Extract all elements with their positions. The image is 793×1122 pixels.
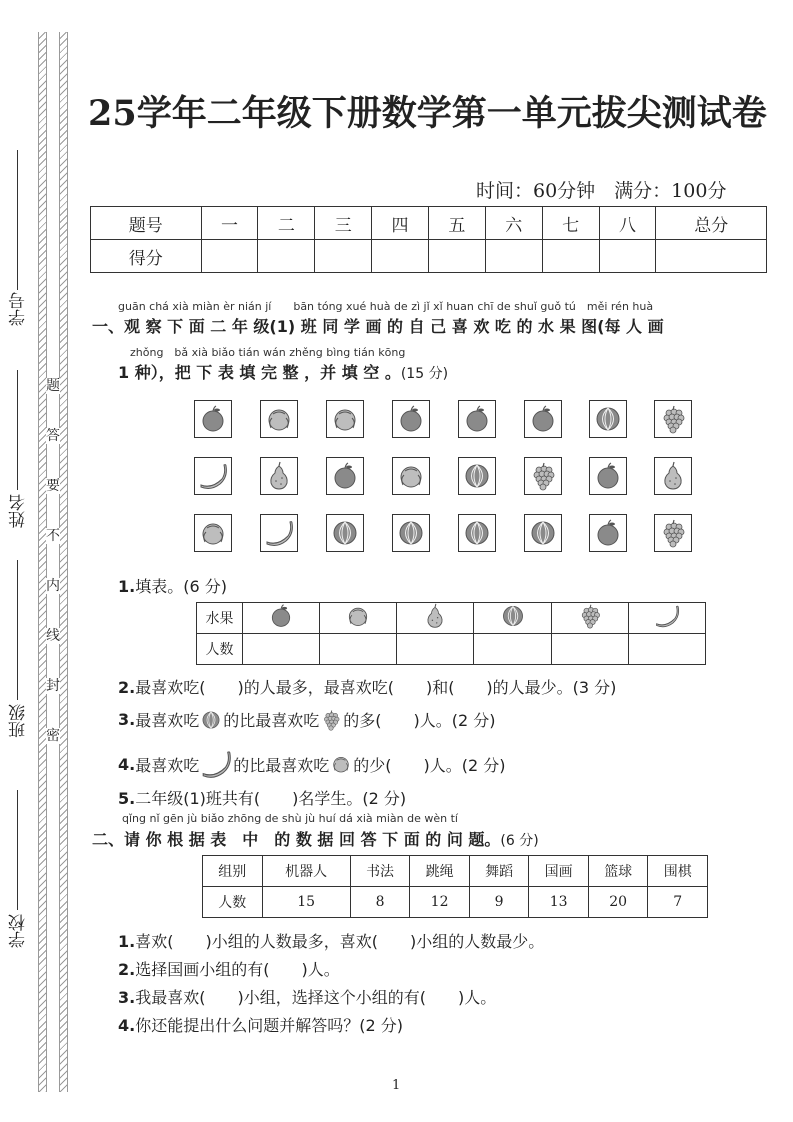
- fruit-grid-cell: [589, 514, 627, 552]
- page-title: 25学年二年级下册数学第一单元拔尖测试卷: [88, 93, 767, 134]
- q4-number: 4.: [118, 754, 136, 774]
- section1-pinyin-2: zhǒng bǎ xià biǎo tián wán zhěng bìng tián kōng: [130, 346, 406, 359]
- watermelon-icon: [200, 709, 222, 731]
- section2-pinyin: qǐng nǐ gēn jù biǎo zhōng de shù jù huí dá xià miàn de wèn tí: [122, 812, 458, 825]
- banana-icon: [198, 461, 228, 491]
- seal-char: 线: [46, 628, 60, 644]
- score-header-cell: 题号: [91, 207, 202, 240]
- pear-icon: [264, 461, 294, 491]
- seal-char: 密: [46, 728, 60, 744]
- score-header-cell: 总分: [656, 207, 767, 240]
- score-cell[interactable]: [315, 240, 372, 273]
- fruit-grid-cell: [458, 457, 496, 495]
- fruit-grid-cell: [326, 400, 364, 438]
- grape-icon: [577, 603, 603, 629]
- fruit-grid-cell: [654, 514, 692, 552]
- section1-heading-1: 一、观 察 下 面 二 年 级(1) 班 同 学 画 的 自 己 喜 欢 吃 的 水 果 图(每 人 画: [92, 317, 664, 336]
- fruit-grid-cell: [589, 400, 627, 438]
- q2-number: 2.: [118, 678, 136, 697]
- q3-text-b: 的比最喜欢吃: [223, 711, 320, 730]
- score-cell[interactable]: [599, 240, 656, 273]
- fruit-grid-cell: [458, 514, 496, 552]
- score-row: [91, 240, 767, 273]
- q5-text: 二年级(1)班共有( )名学生。(2 分): [135, 789, 407, 808]
- fruit-grid-cell: [326, 457, 364, 495]
- score-header-cell: 六: [485, 207, 542, 240]
- s2-q1-text: 喜欢( )小组的人数最多，喜欢( )小组的人数最少。: [135, 932, 545, 951]
- q4-text-c: 的少( )人。(2 分): [353, 755, 506, 775]
- score-header-cell: 五: [428, 207, 485, 240]
- peach-icon: [345, 603, 371, 629]
- peach-icon: [198, 518, 228, 548]
- s2-q3-text: 我最喜欢( )小组，选择这个小组的有( )人。: [135, 988, 497, 1007]
- fruit-header-cell: [474, 603, 551, 634]
- club-count-cell: 13: [529, 887, 589, 918]
- club-header-cell: 组别: [203, 856, 263, 887]
- score-cell[interactable]: [258, 240, 315, 273]
- club-row-label: 人数: [203, 887, 263, 918]
- fruit-row: [197, 603, 706, 634]
- pear-icon: [422, 603, 448, 629]
- name-line[interactable]: [17, 370, 18, 490]
- q3-text-a: 最喜欢吃: [135, 711, 200, 730]
- score-header-row: [91, 207, 767, 240]
- count-answer-cell[interactable]: [474, 634, 551, 665]
- section2-heading: 二、请 你 根 据 表 中 的 数 据 回 答 下 面 的 问 题。: [92, 830, 501, 849]
- s2-q4-number: 4.: [118, 1016, 136, 1035]
- club-header-cell: 舞蹈: [469, 856, 529, 887]
- watermelon-icon: [528, 518, 558, 548]
- fruit-grid-cell: [260, 514, 298, 552]
- fruit-grid-cell: [589, 457, 627, 495]
- student-id-line[interactable]: [17, 150, 18, 290]
- fruit-header-cell: [320, 603, 397, 634]
- peach-icon: [330, 753, 352, 775]
- apple-icon: [528, 404, 558, 434]
- page-number: 1: [392, 1078, 401, 1093]
- watermelon-icon: [462, 461, 492, 491]
- club-header-cell: 篮球: [588, 856, 648, 887]
- count-answer-cell[interactable]: [320, 634, 397, 665]
- fruit-grid-cell: [194, 457, 232, 495]
- club-count-cell: 7: [648, 887, 708, 918]
- club-count-cell: 8: [350, 887, 410, 918]
- fruit-header-cell: [397, 603, 474, 634]
- banana-icon: [200, 748, 232, 780]
- class-label: 班级: [9, 704, 29, 738]
- watermelon-icon: [462, 518, 492, 548]
- school-line[interactable]: [17, 790, 18, 910]
- fruit-grid-cell: [458, 400, 496, 438]
- fruit-grid-cell: [524, 514, 562, 552]
- s2-q3-number: 3.: [118, 988, 136, 1007]
- fruit-grid-cell: [654, 457, 692, 495]
- score-header-cell: 二: [258, 207, 315, 240]
- count-row: [197, 634, 706, 665]
- score-header-cell: 七: [542, 207, 599, 240]
- school-label: 学校: [9, 914, 29, 948]
- seal-char: 封: [46, 678, 60, 694]
- pear-icon: [658, 461, 688, 491]
- fruit-row-label: 水果: [197, 603, 243, 634]
- fruit-header-cell: [551, 603, 628, 634]
- club-header-cell: 国画: [529, 856, 589, 887]
- count-answer-cell[interactable]: [628, 634, 705, 665]
- score-cell[interactable]: [485, 240, 542, 273]
- club-count-cell: 15: [262, 887, 350, 918]
- time-info: 时间：60分钟 满分：100分: [476, 180, 727, 202]
- banana-icon: [264, 518, 294, 548]
- q1-text: 填表。(6 分): [135, 577, 227, 596]
- peach-icon: [264, 404, 294, 434]
- club-header-cell: 跳绳: [410, 856, 470, 887]
- peach-icon: [396, 461, 426, 491]
- class-line[interactable]: [17, 560, 18, 700]
- seal-char: 答: [46, 428, 60, 444]
- q5-number: 5.: [118, 789, 136, 808]
- fruit-grid-cell: [194, 514, 232, 552]
- club-count-cell: 12: [410, 887, 470, 918]
- s2-q4-text: 你还能提出什么问题并解答吗？(2 分): [135, 1016, 403, 1035]
- fruit-grid-cell: [194, 400, 232, 438]
- fruit-grid-cell: [260, 457, 298, 495]
- club-header-cell: 围棋: [648, 856, 708, 887]
- student-id-label: 学号: [9, 292, 29, 326]
- binding-margin: [0, 0, 80, 1122]
- q3-text-c: 的多( )人。(2 分): [343, 711, 496, 730]
- club-header-cell: 书法: [350, 856, 410, 887]
- watermelon-icon: [500, 603, 526, 629]
- score-header-cell: 一: [201, 207, 258, 240]
- fruit-header-cell: [628, 603, 705, 634]
- fruit-grid-cell: [392, 400, 430, 438]
- score-header-cell: 三: [315, 207, 372, 240]
- apple-icon: [593, 461, 623, 491]
- seal-char: 不: [46, 528, 60, 544]
- score-table: [90, 206, 767, 273]
- q4-text-a: 最喜欢吃: [135, 755, 200, 775]
- q2-text: 最喜欢吃( )的人最多，最喜欢吃( )和( )的人最少。(3 分): [135, 678, 617, 697]
- seal-char: 内: [46, 578, 60, 594]
- fruit-grid-cell: [260, 400, 298, 438]
- section1-heading-2: 1 种），把 下 表 填 完 整 ，并 填 空 。: [118, 363, 401, 382]
- section1-points: (15 分): [400, 366, 449, 382]
- club-count-cell: 9: [469, 887, 529, 918]
- count-row-label: 人数: [197, 634, 243, 665]
- name-label: 姓名: [9, 494, 29, 528]
- watermelon-icon: [593, 404, 623, 434]
- apple-icon: [462, 404, 492, 434]
- apple-icon: [198, 404, 228, 434]
- fruit-grid-cell: [654, 400, 692, 438]
- fruit-count-table: [196, 602, 706, 665]
- q3-number: 3.: [118, 710, 136, 729]
- score-cell[interactable]: [542, 240, 599, 273]
- watermelon-icon: [396, 518, 426, 548]
- q4-text-b: 的比最喜欢吃: [233, 755, 330, 775]
- apple-icon: [593, 518, 623, 548]
- count-answer-cell[interactable]: [551, 634, 628, 665]
- grape-icon: [320, 709, 342, 731]
- score-cell[interactable]: [428, 240, 485, 273]
- fruit-grid-cell: [524, 400, 562, 438]
- peach-icon: [330, 404, 360, 434]
- s2-q1-number: 1.: [118, 932, 136, 951]
- club-count-row: [203, 887, 708, 918]
- q1-number: 1.: [118, 577, 136, 596]
- seal-char: 要: [46, 478, 60, 494]
- score-cell[interactable]: [656, 240, 767, 273]
- club-count-cell: 20: [588, 887, 648, 918]
- banana-icon: [654, 603, 680, 629]
- score-header-cell: 八: [599, 207, 656, 240]
- fruit-header-cell: [243, 603, 320, 634]
- seal-char: 题: [46, 378, 60, 394]
- grape-icon: [658, 518, 688, 548]
- apple-icon: [268, 603, 294, 629]
- club-header-cell: 机器人: [262, 856, 350, 887]
- section2-points: (6 分): [500, 833, 539, 849]
- apple-icon: [396, 404, 426, 434]
- grape-icon: [528, 461, 558, 491]
- apple-icon: [330, 461, 360, 491]
- score-row-label: 得分: [91, 240, 202, 273]
- s2-q2-number: 2.: [118, 960, 136, 979]
- fruit-grid-cell: [326, 514, 364, 552]
- count-answer-cell[interactable]: [397, 634, 474, 665]
- count-answer-cell[interactable]: [243, 634, 320, 665]
- fruit-grid-cell: [392, 514, 430, 552]
- section1-pinyin-1: guān chá xià miàn èr nián jí bān tóng xué huà de zì jǐ xǐ huan chī de shuǐ guǒ tú měi rén huà: [118, 300, 654, 313]
- grape-icon: [658, 404, 688, 434]
- club-header-row: [203, 856, 708, 887]
- fruit-grid-cell: [392, 457, 430, 495]
- watermelon-icon: [330, 518, 360, 548]
- score-cell[interactable]: [372, 240, 429, 273]
- s2-q2-text: 选择国画小组的有( )人。: [135, 960, 340, 979]
- club-table: [202, 855, 708, 918]
- score-cell[interactable]: [201, 240, 258, 273]
- fruit-grid-cell: [524, 457, 562, 495]
- score-header-cell: 四: [372, 207, 429, 240]
